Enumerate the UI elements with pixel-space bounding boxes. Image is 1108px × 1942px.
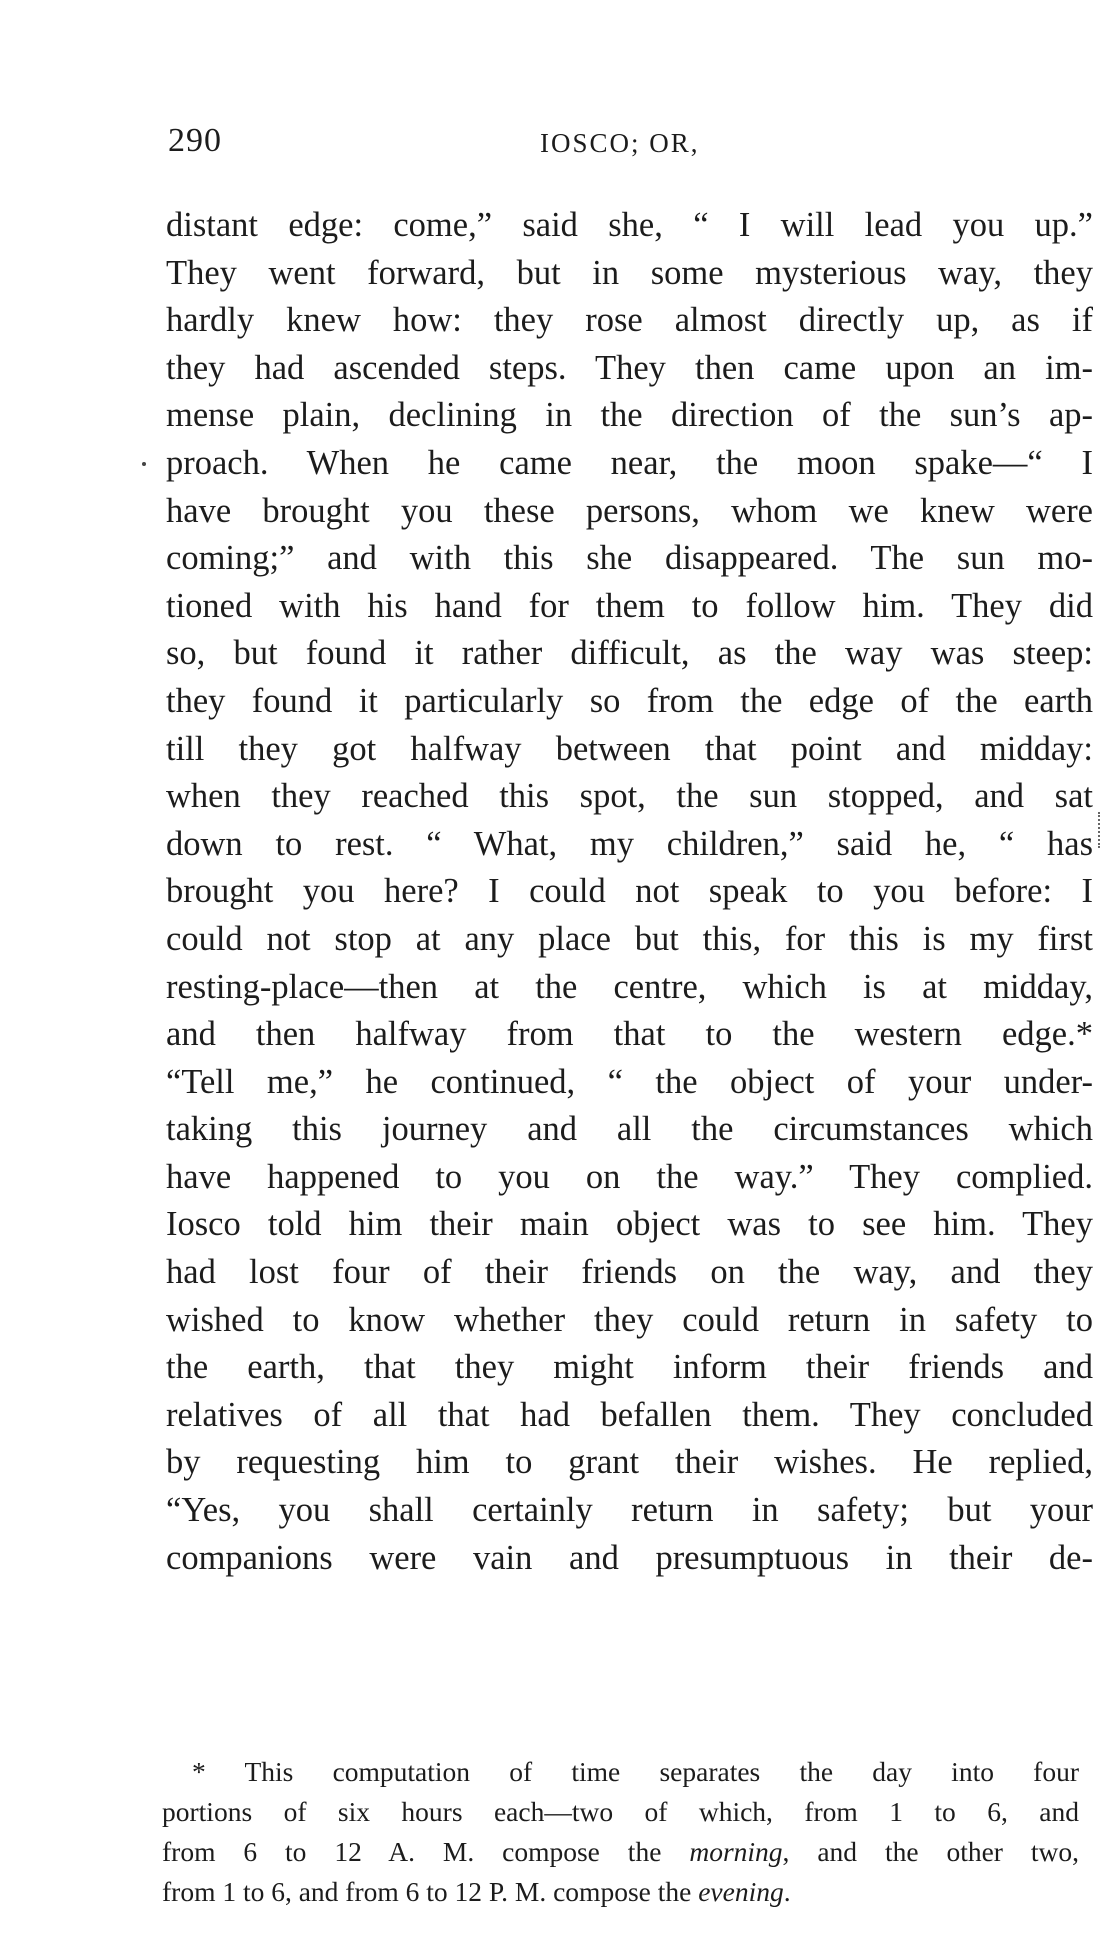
page-number: 290 bbox=[168, 122, 222, 159]
footnote-text: from 1 to 6, and from 6 to 12 P. M. compose the bbox=[162, 1876, 699, 1907]
text-line: down to rest. “ What, my children,” said he, “ has bbox=[166, 824, 1093, 863]
text-line: They went forward, but in some mysterious way, they bbox=[166, 253, 1093, 292]
text-line: relatives of all that had befallen them. They concluded bbox=[166, 1395, 1093, 1434]
text-line: distant edge: come,” said she, “ I will lead you up.” bbox=[166, 206, 1093, 244]
footnote-line bbox=[162, 1832, 1079, 1872]
text-line: could not stop at any place but this, for this is my first bbox=[166, 919, 1093, 958]
text-line: brought you here? I could not speak to you before: I bbox=[166, 872, 1093, 911]
text-line: when they reached this spot, the sun stopped, and sat bbox=[166, 777, 1093, 816]
text-line: they had ascended steps. They then came upon an im- bbox=[166, 348, 1093, 387]
text-line: till they got halfway between that point and midday: bbox=[166, 729, 1093, 768]
text-line: have happened to you on the way.” They complied. bbox=[166, 1157, 1093, 1196]
text-line: mense plain, declining in the direction of the sun’s ap- bbox=[166, 396, 1093, 435]
footnote-italic-evening: evening bbox=[698, 1876, 784, 1907]
text-line: so, but found it rather difficult, as the way was steep: bbox=[166, 634, 1093, 673]
text-line: the earth, that they might inform their friends and bbox=[166, 1348, 1093, 1387]
margin-dot-mark bbox=[142, 462, 146, 466]
footnote-text: . bbox=[783, 1876, 791, 1907]
margin-dotted-mark bbox=[1098, 812, 1102, 848]
text-line: wished to know whether they could return in safety to bbox=[166, 1300, 1093, 1339]
running-head: IOSCO; OR, bbox=[540, 128, 700, 158]
text-line: coming;” and with this she disappeared. The sun mo- bbox=[166, 539, 1093, 578]
footnote bbox=[162, 1752, 1079, 1912]
body-text bbox=[166, 202, 1093, 1582]
footnote-text: from 6 to 12 A. M. compose the bbox=[162, 1836, 690, 1867]
footnote-line: portions of six hours each—two of which, from 1 to 6, and bbox=[162, 1796, 1079, 1827]
text-line: had lost four of their friends on the way, and they bbox=[166, 1253, 1093, 1292]
footnote-line-text: * This computation of time separates the day into four bbox=[192, 1756, 1079, 1787]
text-line: companions were vain and presumptuous in their de- bbox=[166, 1538, 1093, 1577]
text-line: tioned with his hand for them to follow him. They did bbox=[166, 586, 1093, 625]
text-line: taking this journey and all the circumstances which bbox=[166, 1110, 1093, 1149]
footnote-line bbox=[162, 1752, 1079, 1792]
text-line: have brought you these persons, whom we knew were bbox=[166, 491, 1093, 530]
text-line: proach. When he came near, the moon spake—“ I bbox=[166, 443, 1093, 482]
text-line: “Yes, you shall certainly return in safety; but your bbox=[166, 1491, 1093, 1530]
text-line: hardly knew how: they rose almost directly up, as if bbox=[166, 301, 1093, 340]
text-line: “Tell me,” he continued, “ the object of your under- bbox=[166, 1062, 1093, 1101]
footnote-line bbox=[162, 1872, 1079, 1912]
footnote-italic-morning: morning bbox=[689, 1836, 783, 1867]
text-line: Iosco told him their main object was to see him. They bbox=[166, 1205, 1093, 1244]
text-line: resting-place—then at the centre, which is at midday, bbox=[166, 967, 1093, 1006]
text-line: and then halfway from that to the western edge.* bbox=[166, 1015, 1093, 1054]
footnote-text: , and the other two, bbox=[782, 1836, 1079, 1867]
text-line: by requesting him to grant their wishes. He replied, bbox=[166, 1443, 1093, 1482]
text-line: they found it particularly so from the edge of the earth bbox=[166, 681, 1093, 720]
